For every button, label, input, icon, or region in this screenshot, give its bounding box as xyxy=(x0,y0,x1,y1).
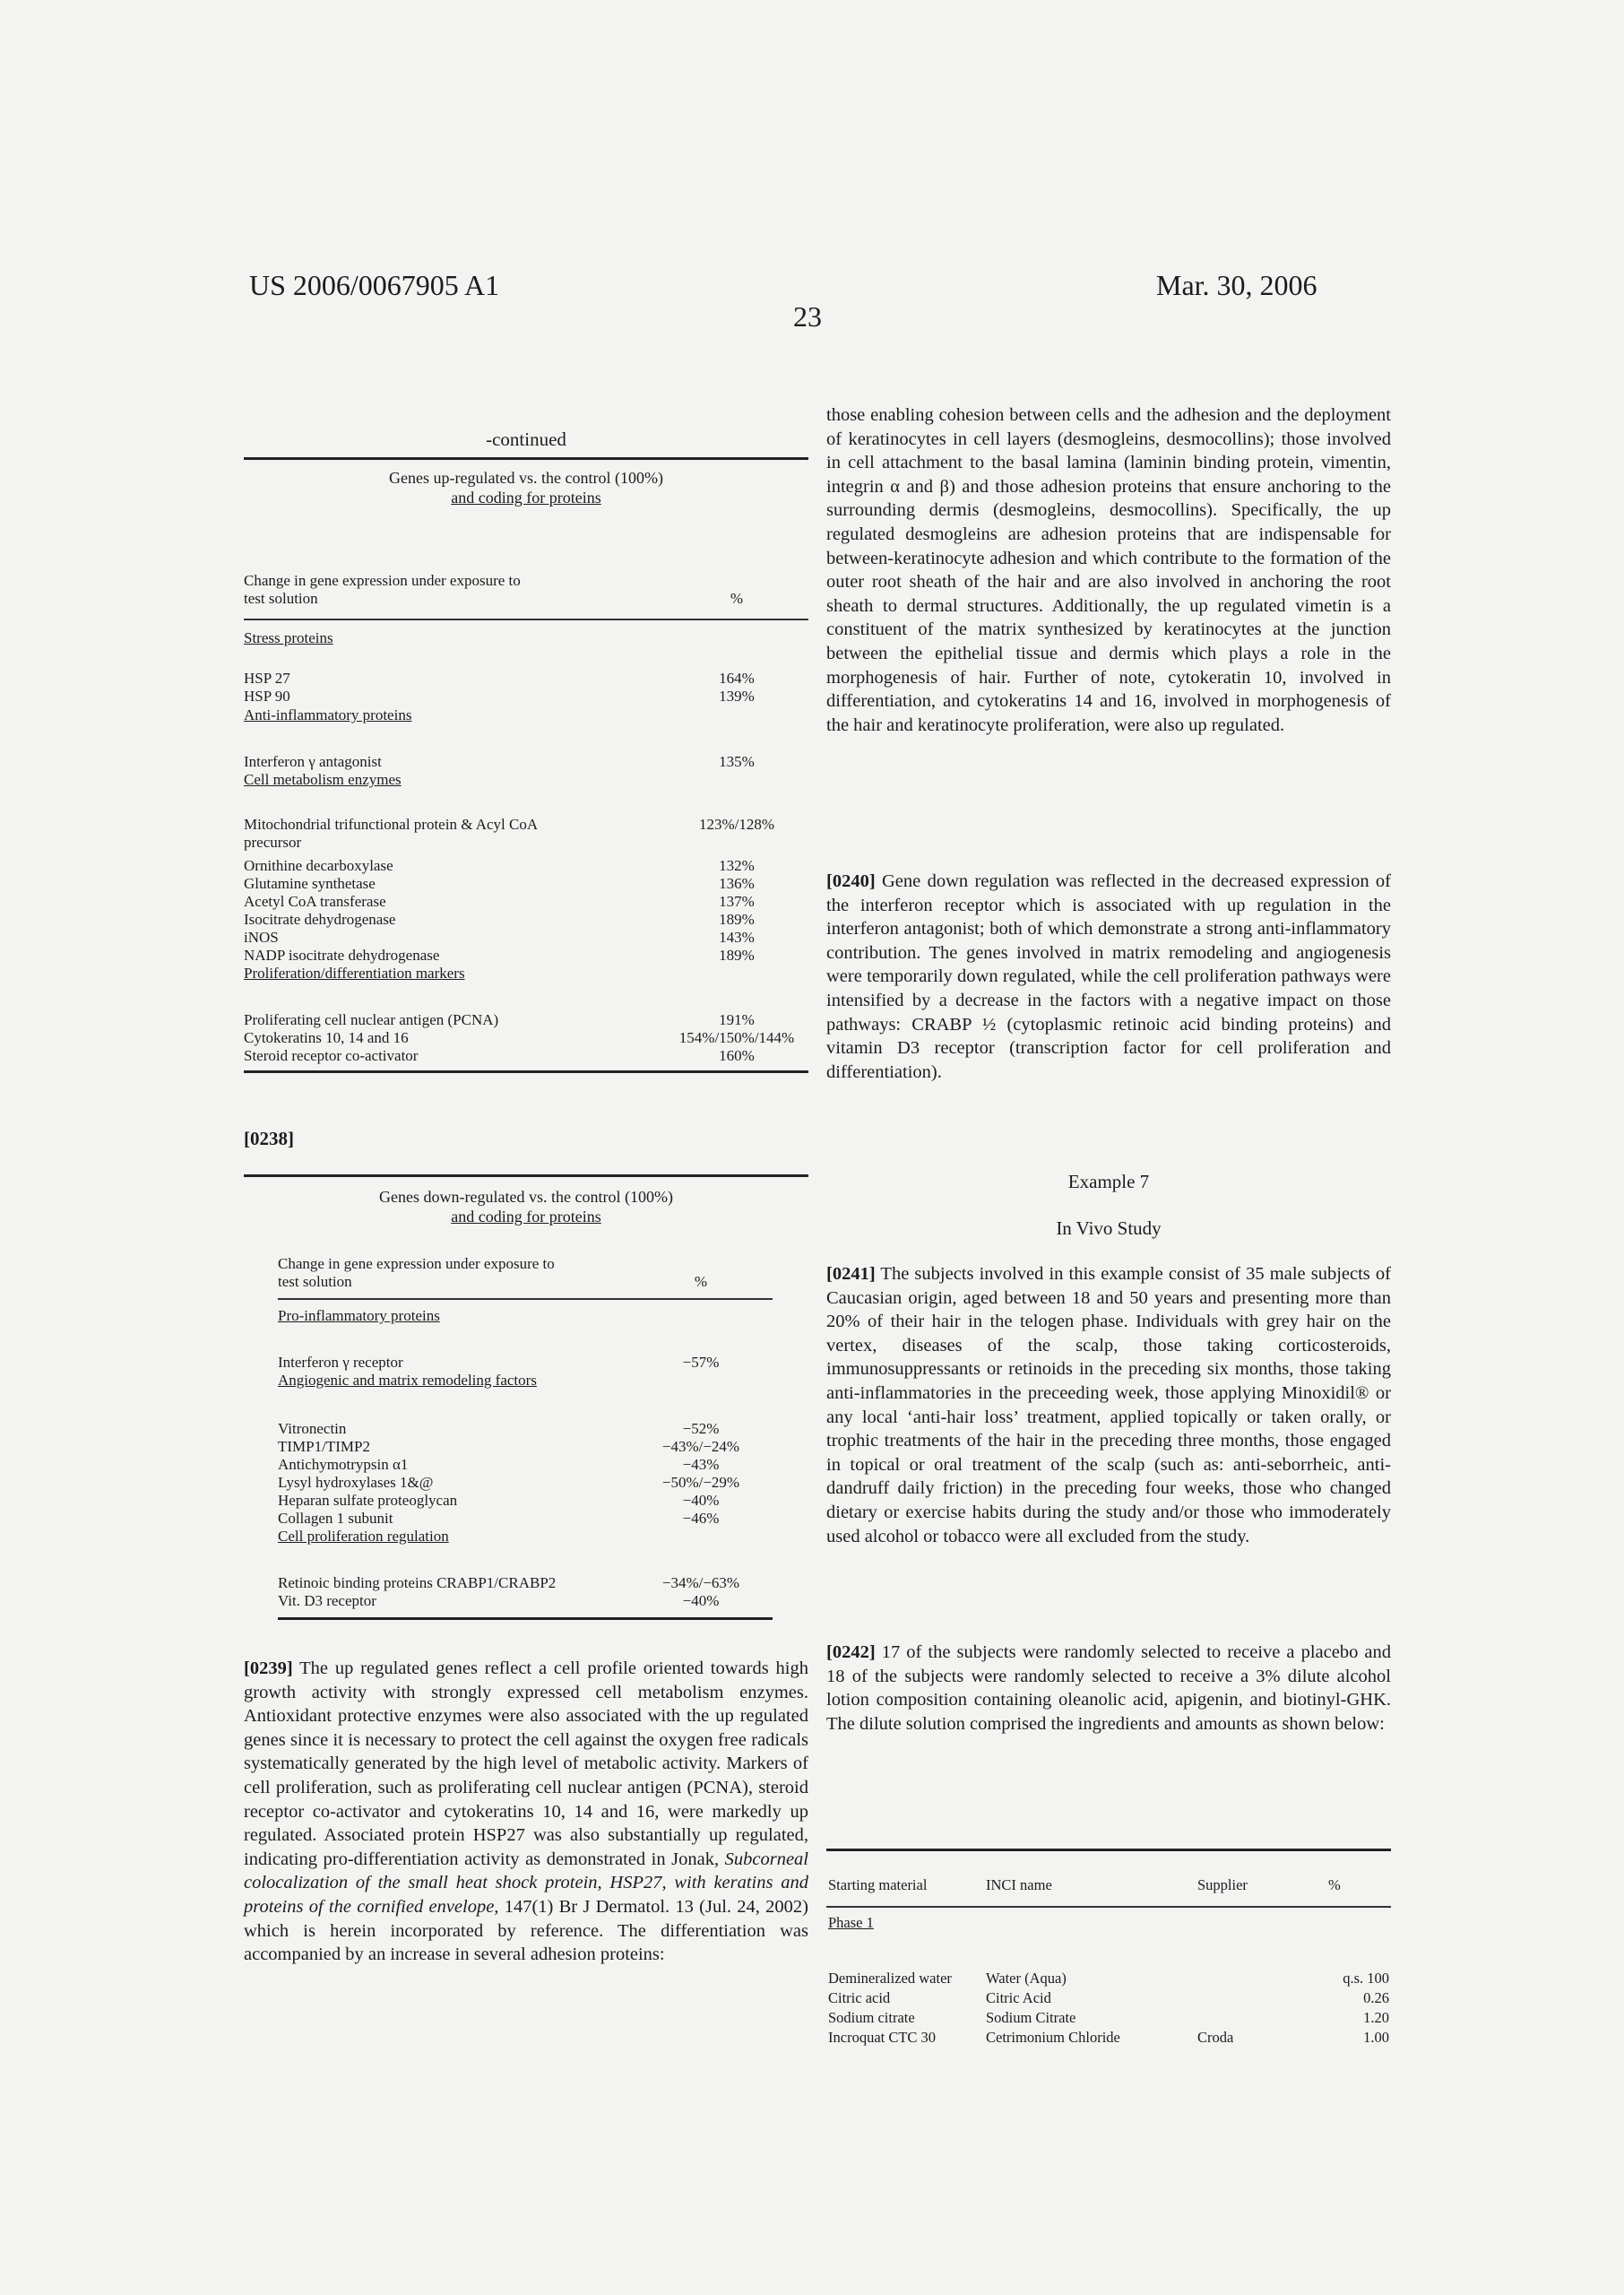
section-title: Angiogenic and matrix remodeling factors xyxy=(278,1372,537,1389)
table-cell: Cetrimonium Chloride xyxy=(986,2029,1120,2046)
table-cell: 1.20 xyxy=(1363,2009,1389,2026)
table-cell: Demineralized water xyxy=(828,1970,952,1987)
table-title: Genes down-regulated vs. the control (100%) and coding for proteins xyxy=(379,1188,673,1225)
continued-label: -continued xyxy=(486,429,566,450)
table-cell: Water (Aqua) xyxy=(986,1970,1067,1987)
table-cell: Croda xyxy=(1197,2029,1234,2046)
table-rule xyxy=(826,1906,1391,1908)
table-rule xyxy=(244,457,808,460)
table-rule xyxy=(826,1849,1391,1851)
paragraph-0240: [0240] Gene down regulation was reflected in the decreased expression of the interferon receptor which is associated with up regulation in the interferon antagonist; both of which demonstrate a strong anti-inflammatory contribution. The genes involved in matrix remodeling and angiogenesis were temporarily down regulated, while the cell proliferation pathways were intensified by a decrease in the factors with a negative impact on those pathways: CRABP ½ (cytoplasmic retinoic acid binding proteins) and vitamin D3 receptor (transcription factor for cell proliferation and differentiation). xyxy=(826,871,1392,1082)
paragraph-ref-0238: [0238] xyxy=(244,1128,294,1149)
table-header: % xyxy=(1328,1876,1341,1893)
paragraph-0241: [0241] The subjects involved in this example consist of 35 male subjects of Caucasian origin, aged between 18 and 50 years and presenting more than 20% of their hair in the telogen phase. Individuals with grey hair on the vertex, diseases of the scalp, those taking corticosteroids, immunosuppressants or retinoids in the preceding six months, those taking anti-inflammatories in the preceeding week, those applying Minoxidil® or any local ‘anti-hair loss’ treatment, applied topically or taken orally, or trophic treatments of the hair in the preceding three months, those engaged in topical or oral treatment of the scalp (such as: anti-seborrheic, anti-dandruff daily friction) in the preceding four weeks, those who changed dietary or exercise habits during the study and/or those who immoderately used alcohol or tobacco were all excluded from the study. xyxy=(826,1264,1391,1546)
section-title: Pro-inflammatory proteins xyxy=(278,1307,440,1324)
table-rule xyxy=(244,1070,808,1073)
table-rule xyxy=(278,1298,773,1300)
phase-label: Phase 1 xyxy=(828,1914,874,1931)
table-header: Supplier xyxy=(1197,1876,1248,1893)
right-column xyxy=(826,403,1391,2062)
paragraph-0242: [0242] 17 of the subjects were randomly selected to receive a placebo and 18 of the subjects were randomly selected to receive a 3% dilute alcohol lotion composition containing oleanolic acid, apigenin, and biotinyl-GHK. The dilute solution comprised the ingredients and amounts as shown below: xyxy=(826,1642,1391,1734)
section-title: Cell metabolism enzymes xyxy=(244,771,402,788)
paragraph-0239: [0239] The up regulated genes reflect a cell profile oriented towards high growth activity with strongly expressed cell metabolism enzymes. Antioxidant protective enzymes were also associated with the up regulated genes since it is necessary to protect the cell against the oxygen free radicals systematically generated by the high level of metabolic activity. Markers of cell proliferation, such as proliferating cell nuclear antigen (PCNA), steroid receptor co-activator and cytokeratins 10, 14 and 16, were markedly up regulated. Associated protein HSP27 was also substantially up regulated, indicating pro-differentiation activity as demonstrated in Jonak, Subcorneal colocalization of the small heat shock protein, HSP27, with keratins and proteins of the cornified envelope, 147(1) Br J Dermatol. 13 (Jul. 24, 2002) which is herein incorporated by reference. The differentiation was accompanied by an increase in several adhesion proteins: xyxy=(244,1658,808,1965)
table-header: Starting material xyxy=(828,1876,928,1893)
publication-number: US 2006/0067905 A1 xyxy=(249,269,500,301)
down-regulated-table: Genes down-regulated vs. the control (100%) and coding for proteins Change in gene expression under exposure to test solution % Pro-inflammatory proteins Interferon γ receptor −57% Angiogenic and matrix remodeling factors Vitronectin −52% TIMP1/TIMP2 −43%/−24% Antichymotrypsin α1 −43% Lysyl hydroxylases 1&@ −50%/−29% Heparan sulfate proteoglycan −40% Collagen 1 subunit −46% Cell proliferation regulation Retinoic binding proteins CRABP1/CRABP2 −34%/−63% Vit. D3 receptor −40% xyxy=(244,1174,808,1623)
table-rule xyxy=(244,619,808,620)
table-cell: 0.26 xyxy=(1363,1989,1389,2006)
table-title: Genes up-regulated vs. the control (100%) and coding for proteins xyxy=(389,469,663,507)
section-title: Proliferation/differentiation markers xyxy=(244,965,465,982)
table-cell: Citric Acid xyxy=(986,1989,1051,2006)
ingredients-table xyxy=(826,1849,1391,2064)
paragraph-continued: those enabling cohesion between cells and the adhesion and the deployment of keratinocytes in cell layers (desmogleins, desmocollins); those involved in cell attachment to the basal lamina (laminin binding protein, vimentin, integrin α and β) and those adhesion proteins that ensure anchoring to the surrounding dermis (desmogleins, desmocollins). Specifically, the up regulated desmogleins are adhesion proteins that are indispensable for between-keratinocyte adhesion and which contribute to the formation of the outer root sheath of the hair and are also involved in anchoring the root sheath to dermal structures. Additionally, the up regulated vimetin is a constituent of the matrix synthesized by keratinocytes at the junction between the epithelial tissue and dermis which plays a role in the morphogenesis of hair. Further of note, cytokeratin 10, involved in differentiation, and cytokeratins 14 and 16, involved in morphogenesis of the hair and keratinocyte proliferation, were also up regulated. xyxy=(826,405,1391,735)
table-cell: Sodium Citrate xyxy=(986,2009,1076,2026)
table-cell: Citric acid xyxy=(828,1989,891,2006)
table-rule xyxy=(278,1617,773,1620)
left-column xyxy=(244,421,808,2062)
publication-date: Mar. 30, 2006 xyxy=(1156,269,1317,301)
example-subheading: In Vivo Study xyxy=(1056,1217,1162,1239)
example-heading: Example 7 xyxy=(1067,1171,1150,1192)
page-number: 23 xyxy=(793,300,822,333)
table-cell: 1.00 xyxy=(1363,2029,1389,2046)
table-header: INCI name xyxy=(986,1876,1052,1893)
section-title: Stress proteins xyxy=(244,629,333,646)
section-title: Anti-inflammatory proteins xyxy=(244,706,412,723)
section-title: Cell proliferation regulation xyxy=(278,1528,449,1545)
table-cell: Incroquat CTC 30 xyxy=(828,2029,937,2046)
table-cell: Sodium citrate xyxy=(828,2009,915,2026)
up-regulated-table: Genes up-regulated vs. the control (100%) and coding for proteins Change in gene expression under exposure to test solution % Stress proteins HSP 27 164% HSP 90 139% Anti-inflammatory proteins Interferon γ antagonist 135% Cell metabolism enzymes Mitochondrial trifunctional protein & Acyl CoA precursor 123%/128% Ornithine decarboxylase 132% Glutamine synthetase 136% Acetyl CoA transferase 137% Isocitrate dehydrogenase 189% iNOS 143% NADP isocitrate dehydrogenase 189% Proliferation/differentiation markers Proliferating cell nuclear antigen (PCNA) 191% Cytokeratins 10, 14 and 16 154%/150%/144% Steroid receptor co-activator 160% [0238] xyxy=(244,457,808,1475)
table-rule xyxy=(244,1174,808,1177)
table-cell: q.s. 100 xyxy=(1343,1970,1389,1987)
